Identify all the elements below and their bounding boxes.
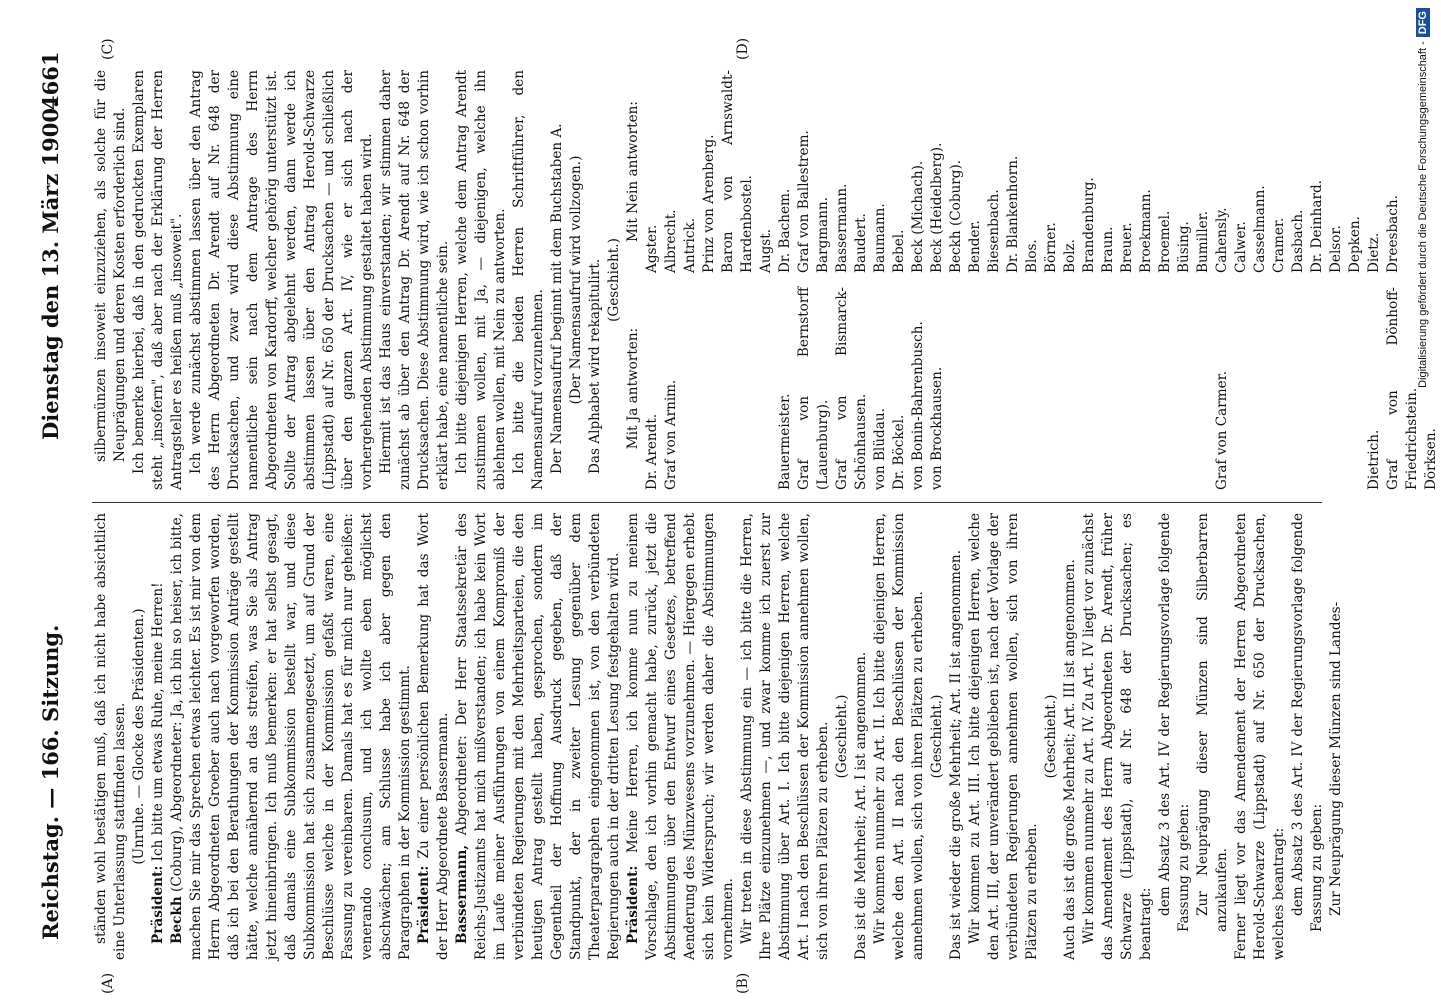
vote-name: Baron von Arnswaldt-Hardenbostel. <box>720 70 755 273</box>
digitization-credit: Digitalisierung gefördert durch die Deutsche Forschungsgemeinschaft - <box>1417 41 1429 388</box>
vote-name: Bassermann. <box>834 183 850 273</box>
vote-name: Bebel. <box>891 229 907 273</box>
speech: (Coburg), Abgeordneter: Ja, ich bin so heiser, ich bitte, machen Sie mir das Sprechen etwas leichter. Es ist mir von dem Herrn Abgeordneten Groeber auch nach vorgeworfen worden, daß ich bei den Berathungen der Kommission Anträge gestellt hätte, welche annähernd an das streifen, was Sie als Antrag jetzt hineinbringen. Ich muß bemerken: er hat selbst gesagt, daß damals eine Subkommission bestellt war, und diese Subkommission hat sich zusammengesetzt, um auf Grund der Beschlüsse welche in der Kommission gefaßt waren, eine Fassung zu vereinbaren. Damals hat es für mich nur geheißen: venerando conclusum, und ich wollte eben möglichst abschwächen; am Schlusse habe ich aber gegen den Paragraphen in der Kommission gestimmt. <box>169 513 413 960</box>
vote-name: Bumiller. <box>1195 210 1211 273</box>
vote-name: Prinz von Arenberg. <box>701 134 717 273</box>
paragraph: Ich werde zunächst abstimmen lassen über den Antrag des Herrn Abgeordneten Dr. Arendt auf Nr. 648 der Drucksachen, und zwar wird diese Abstimmung eine namentliche sein nach dem Antrage des Herrn Abgeordneten von Kardorff, welcher gehörig unterstützt ist. Sollte der Antrag abgelehnt werden, dann werde ich abstimmen lassen über den Antrag Herold-Schwarze (Lippstadt) auf Nr. 650 der Drucksachen — und schließlich über den ganzen Art. IV, wie er sich nach der vorhergehenden Abstimmung gestaltet haben wird. <box>188 70 375 490</box>
yes-list <box>624 287 1441 490</box>
vote-name <box>1061 287 1080 490</box>
vote-name <box>1232 287 1251 490</box>
vote-name: Antrick. <box>682 217 698 273</box>
vote-name <box>1023 287 1042 490</box>
margin-marker-b: (B) <box>735 972 751 994</box>
vote-name: Agster. <box>644 224 660 273</box>
paragraph: Wir kommen nunmehr zu Art. II. Ich bitte diejenigen Herren, welche den Art. II nach den Beschlüssen der Kommission annehmen wollen, sich von ihren Plätzen zu erheben. <box>872 513 926 960</box>
vote-name: Dr. Bachem. <box>777 188 793 273</box>
dfg-logo: DFG <box>1416 8 1430 37</box>
stage-direction: (Der Namensaufruf wird vollzogen.) <box>568 155 584 405</box>
paragraph: Ich bitte diejenigen Herren, welche dem Antrag Arendt zustimmen wollen, mit Ja, — diejenigen, welche ihn ablehnen wollen, mit Nein zu antworten. <box>454 70 508 490</box>
yes-names <box>643 287 1441 490</box>
vote-name: Biesenbach. <box>986 189 1002 273</box>
quoted-amendment: silbermünzen insoweit einzuziehen, als solche für die Neuprägungen und deren Kosten erforderlich sind. <box>93 70 128 462</box>
vote-name: Börner. <box>1043 222 1059 273</box>
vote-name: Casselmann. <box>1252 185 1268 273</box>
vote-name: Dasbach. <box>1290 209 1306 273</box>
vote-name <box>1156 287 1175 490</box>
vote-name: Beck (Heidelberg). <box>929 142 945 273</box>
vote-name: Dr. Blankenhorn. <box>1005 155 1021 273</box>
vote-name: Albrecht. <box>663 209 679 273</box>
paragraph: Auch das ist die große Mehrheit; Art. III ist angenommen. <box>1062 559 1078 960</box>
vote-name <box>1327 287 1346 490</box>
vote-name: Brandenburg. <box>1081 177 1097 273</box>
page-number: 4661 <box>38 51 63 110</box>
vote-name: Graf von Bismarck-Schönhausen. <box>834 287 869 490</box>
speech: Zu einer persönlichen Bemerkung hat das Wort der Herr Abgeordnete Bassermann. <box>416 513 451 960</box>
vote-name <box>1308 287 1327 490</box>
vote-name: Dietz. <box>1366 232 1382 273</box>
paragraph: Ich bitte die beiden Herren Schriftführer, den Namensaufruf vorzunehmen. <box>511 70 546 490</box>
speaker: Präsident: <box>150 865 166 944</box>
vote-name <box>1099 287 1118 490</box>
vote-name: Graf von Bernstorff (Lauenburg). <box>796 287 831 490</box>
vote-name <box>1042 287 1061 490</box>
vote-name: Breuer. <box>1119 222 1135 273</box>
vote-name: Broekmann. <box>1138 189 1154 273</box>
vote-name <box>947 287 966 490</box>
paragraph <box>415 513 453 960</box>
paragraph: ständen wohl bestätigen muß, daß ich nicht habe absichtlich eine Unterlassung stattfinden lassen. <box>93 513 128 960</box>
vote-name: Dreesbach. <box>1385 195 1401 273</box>
vote-name: Braun. <box>1100 226 1116 273</box>
vote-name <box>1251 287 1270 490</box>
margin-marker-a: (A) <box>100 972 116 994</box>
vote-name: Bargmann. <box>815 196 831 273</box>
no-heading: Mit Nein antworten: <box>625 101 641 242</box>
quoted-amendment: dem Absatz 3 des Art. IV der Regierungsvorlage folgende Fassung zu geben: <box>1157 513 1192 932</box>
vote-name: Cahensly. <box>1214 207 1230 273</box>
stage-direction: (Geschieht.) <box>1043 694 1059 779</box>
vote-name: Bolz. <box>1062 238 1078 273</box>
quoted-amendment: dem Absatz 3 des Art. IV der Regierungsvorlage folgende Fassung zu geben: <box>1290 513 1325 932</box>
vote-name <box>966 287 985 490</box>
vote-name: Graf von Carmer. <box>1214 370 1230 490</box>
vote-name <box>1270 287 1289 490</box>
paragraph <box>149 513 168 960</box>
speech: Abgeordneter: Der Herr Staatssekretär des Reichs-Justizamts hat mich mißverstanden; ich habe kein Wort im Laufe meiner Ausführungen von einem Kompromiß der verbündeten Regierungen mit den Mehrheitsparteien, die den heutigen Antrag gestellt haben, gesprochen, sondern im Gegentheil der Hoffnung Ausdruck gegeben, daß der Standpunkt, der in zweiter Lesung gegenüber dem Theaterparagraphen eingenommen ist, von den verbündeten Regierungen auch in der dritten Lesung festgehalten wird. <box>454 513 622 960</box>
vote-name <box>738 287 757 490</box>
speech: Ich bitte um etwas Ruhe, meine Herren! <box>150 582 166 862</box>
sidebar <box>1412 0 1434 1000</box>
vote-name: Bender. <box>967 220 983 273</box>
vote-name: Graf von Dönhoff-Friedrichstein. <box>1385 287 1420 490</box>
vote-name: Beckh (Coburg). <box>948 159 964 273</box>
vote-name: Broemel. <box>1157 210 1173 273</box>
vote-name <box>719 287 738 490</box>
vote-name: Baumann. <box>872 203 888 273</box>
vote-name: Graf von Ballestrem. <box>796 130 812 273</box>
paragraph: Der Namensaufruf beginnt mit dem Buchstaben A. <box>549 123 565 474</box>
paragraph: Das ist die Mehrheit; Art. I ist angenommen. <box>853 651 869 960</box>
paragraph <box>453 513 624 960</box>
paragraph <box>624 513 738 960</box>
vote-name: von Bonin-Bahrenbusch. <box>910 321 926 490</box>
vote-name <box>985 287 1004 490</box>
paragraph: Wir kommen nunmehr zu Art. IV. Zu Art. IV liegt vor zunächst das Amendement des Herrn Abgeordneten Dr. Arendt, früher Schwarze (Lippstadt), auf Nr. 648 der Drucksachen; es beantragt: <box>1081 513 1154 960</box>
yes-heading: Mit Ja antworten: <box>625 327 641 450</box>
vote-name: von Brockhausen. <box>929 366 945 490</box>
speech: Meine Herren, ich komme nun zu meinem Vorschlage, den ich vorhin gemacht habe, zurück, jetzt die Abstimmungen über den Entwurf eines Gesetzes, betreffend Aenderung des Münzwesens vorzunehmen. — Hiergegen erhebt sich kein Widerspruch; wir werden daher die Abstimmungen vornehmen. <box>625 512 736 960</box>
no-list <box>624 70 1441 273</box>
header-left: Reichstag. — 166. Sitzung. <box>38 624 63 940</box>
vote-name: Dietrich. <box>1366 429 1382 490</box>
quoted-amendment: Zur Neuprägung dieser Münzen sind Silberbarren anzukaufen. <box>1195 513 1230 932</box>
vote-name <box>1346 287 1365 490</box>
vote-name: Dörksen. <box>1423 428 1439 490</box>
paragraph: Das Alphabet wird rekapitulirt. <box>587 258 603 474</box>
speaker: Bassermann, <box>454 844 470 944</box>
vote-name <box>1137 287 1156 490</box>
vote-lists <box>624 70 1441 490</box>
vote-name: Baudert. <box>853 213 869 273</box>
speaker: Präsident: <box>416 865 432 944</box>
paragraph: Ich bemerke hierbei, daß in den gedruckten Exemplaren steht „insofern", daß aber nach der Erklärung der Herren Antragsteller es heißen muß „insoweit". <box>131 70 185 490</box>
paragraph: Ferner liegt vor das Amendement der Herren Abgeordneten Herold-Schwarze (Lippstadt) auf Nr. 650 der Drucksachen, welches beantragt: <box>1233 513 1287 960</box>
vote-name: Dr. Böckel. <box>891 414 907 490</box>
vote-name <box>700 287 719 490</box>
vote-name <box>1194 287 1213 490</box>
no-names <box>643 70 1403 273</box>
vote-name: Blos. <box>1024 239 1040 273</box>
paragraph: Hiermit ist das Haus einverstanden; wir stimmen daher zunächst ab über den Antrag Dr. Arendt auf Nr. 648 der Drucksachen. Diese Abstimmung wird, wie ich schon vorhin erklärt habe, eine namentliche sein. <box>378 70 451 490</box>
stage-direction: (Geschieht.) <box>606 238 622 322</box>
vote-name <box>1289 287 1308 490</box>
paragraph: Das ist wieder die große Mehrheit; Art. II ist angenommen. <box>948 549 964 960</box>
sidebar-text <box>1412 0 1434 1000</box>
paragraph <box>168 513 415 960</box>
stage-direction: (Unruhe. — Glocke des Präsidenten.) <box>131 608 147 865</box>
vote-name: Delsor. <box>1328 225 1344 273</box>
vote-name: Cramer. <box>1271 217 1287 273</box>
column-rule <box>92 502 1322 503</box>
vote-name: Büsing. <box>1176 221 1192 273</box>
margin-marker-c: (C) <box>100 38 116 60</box>
vote-name: Graf von Arnim. <box>663 379 679 490</box>
paragraph: Wir kommen zu Art. III. Ich bitte diejenigen Herren, welche den Art. III, der unverändert geblieben ist, nach der Vorlage der verbündeten Regierungen annehmen wollen, sich von ihren Plätzen zu erheben. <box>967 513 1040 960</box>
vote-name <box>757 287 776 490</box>
vote-name <box>1080 287 1099 490</box>
vote-name: Dr. Arendt. <box>644 413 660 490</box>
quoted-amendment: Zur Neuprägung dieser Münzen sind Landes- <box>1328 601 1344 916</box>
vote-name: Dr. Deinhard. <box>1309 180 1325 273</box>
vote-name <box>681 287 700 490</box>
paragraph: Wir treten in diese Abstimmung ein — ich bitte die Herren, Ihre Plätze einzunehmen —, und zwar komme ich zuerst zur Abstimmung über Art. I. Ich bitte diejenigen Herren, welche Art. I nach den Beschlüssen der Kommission annehmen wollen, sich von ihren Plätzen zu erheben. <box>739 513 831 960</box>
vote-name <box>1118 287 1137 490</box>
margin-marker-d: (D) <box>735 37 751 60</box>
left-column <box>92 512 1344 960</box>
speaker: Beckh <box>169 896 185 944</box>
stage-direction: (Geschieht.) <box>929 694 945 779</box>
vote-name: Bauermeister. <box>777 393 793 490</box>
stage-direction: (Geschieht.) <box>834 694 850 779</box>
vote-name: Calwer. <box>1233 221 1249 273</box>
vote-name <box>1175 287 1194 490</box>
vote-name: von Blüdau. <box>872 408 888 490</box>
header-center: Dienstag den 13. März 1900. <box>38 100 63 440</box>
speaker: Präsident: <box>625 865 641 944</box>
vote-name: Depken. <box>1347 215 1363 273</box>
vote-name: Beck (Michach). <box>910 160 926 273</box>
vote-name <box>1004 287 1023 490</box>
vote-name: Augst. <box>758 228 774 273</box>
